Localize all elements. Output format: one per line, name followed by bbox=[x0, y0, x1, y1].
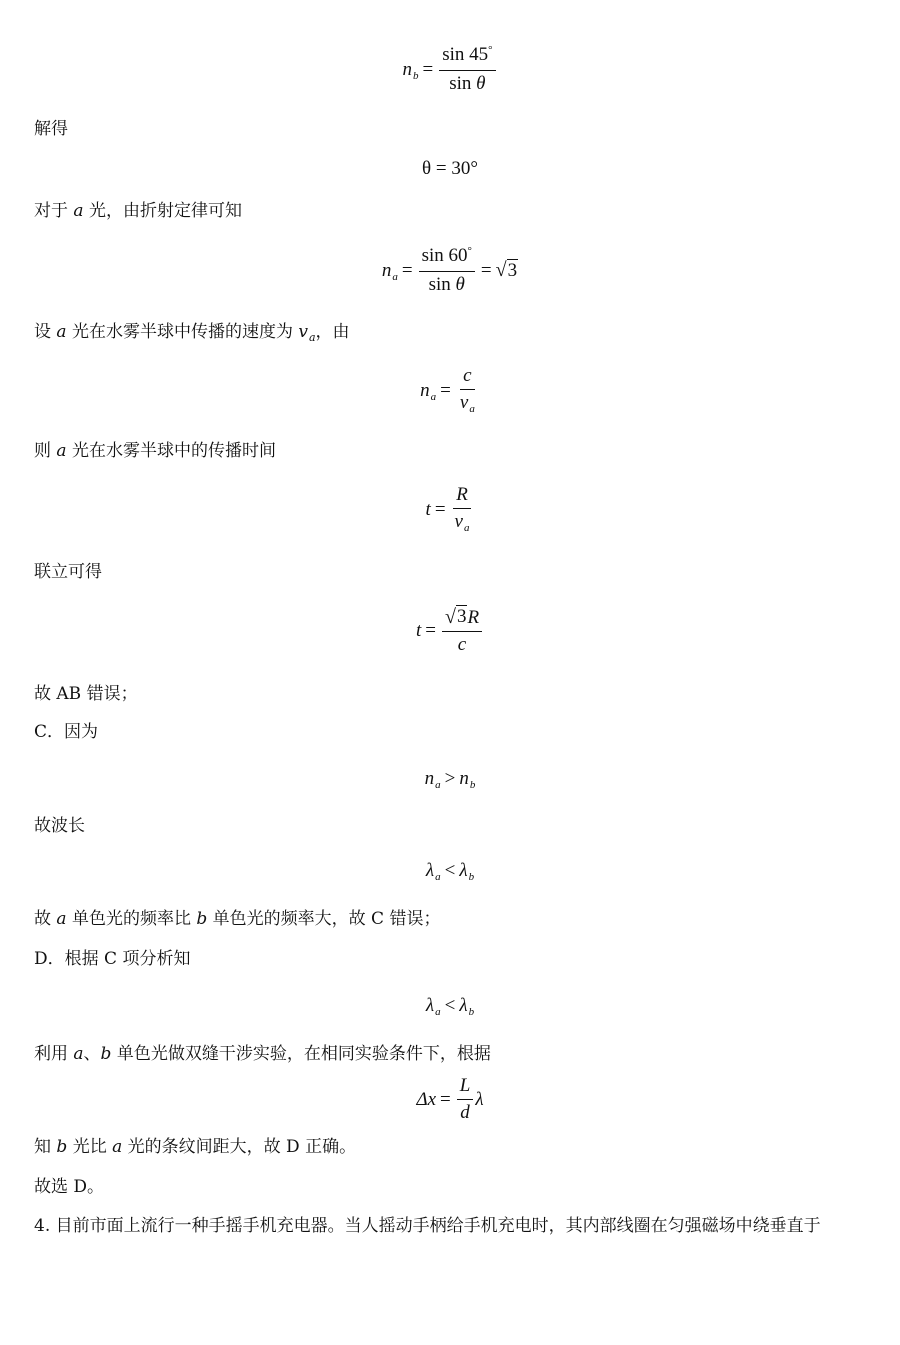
equation-theta bbox=[0, 158, 900, 180]
text-fringe-spacing: 知 b 光比 a 光的条纹间距大，故 D 正确。 bbox=[34, 1137, 357, 1157]
fraction: $\frac{\sin 45^\circ}{\text{sin θ}}$ bbox=[439, 44, 495, 95]
equation-na: n a = $\frac{\sin 60^\circ}{\text{sin θ}}$ = √ 3 bbox=[381, 245, 518, 295]
equation-na-c-va: n a = $\frac{c}{v_a}$ bbox=[0, 365, 900, 416]
equation-na-gt-nb: n a > n b bbox=[424, 768, 476, 791]
text-select-d: 故选 D。 bbox=[34, 1177, 105, 1197]
question-4: 4. 目前市面上流行一种手摇手机充电器。当人摇动手柄给手机充电时，其内部线圈在匀强磁场中绕垂直于 bbox=[34, 1216, 821, 1236]
text-jiede: 解得 bbox=[34, 119, 68, 139]
text-frequency: 故 a 单色光的频率比 b 单色光的频率大，故 C 错误； bbox=[34, 909, 441, 929]
equation-lambda-compare-2: λ a < λ b bbox=[425, 995, 475, 1018]
fraction: $\frac{R}{v_a}$ bbox=[454, 484, 470, 534]
text-time: 则 a 光在水雾半球中的传播时间 bbox=[34, 441, 276, 461]
equation-t-r-va: t = $\frac{R}{v_a}$ bbox=[0, 484, 900, 535]
fraction: $\frac{L}{d}$ bbox=[457, 1075, 474, 1124]
numerator: sin 45 bbox=[442, 44, 489, 65]
fraction: $\frac{\sin 60^\circ}{\text{sin θ}}$ bbox=[419, 245, 475, 296]
text-c-because: C．因为 bbox=[34, 722, 99, 742]
sqrt-symbol: √ 3 bbox=[495, 259, 518, 281]
text-speed: 设 a 光在水雾半球中传播的速度为 $v_a$，由 bbox=[34, 322, 350, 344]
theta-symbol: θ bbox=[476, 73, 486, 94]
text-lianli: 联立可得 bbox=[34, 562, 102, 582]
equation-t-final: t = √ 3 R c bbox=[0, 605, 900, 656]
fraction: $\frac{c}{v_a}$ bbox=[459, 365, 475, 415]
equation-delta-x: Δx = $\frac{L}{d}$ λ bbox=[416, 1075, 484, 1123]
subscript: b bbox=[412, 69, 419, 82]
theta-value: θ = 30° bbox=[422, 158, 478, 179]
denominator: sin bbox=[449, 73, 472, 94]
symbol-n: n bbox=[402, 58, 412, 80]
text-ab-wrong: 故 AB 错误； bbox=[34, 684, 138, 704]
equation-lambda-compare: λ a < λ b bbox=[425, 860, 475, 883]
text-bochang: 故波长 bbox=[34, 816, 85, 836]
text-d-basis: D．根据 C 项分析知 bbox=[34, 949, 191, 969]
equation-nb-snell: n b = $\frac{\sin 45^\circ}{\text{sin θ}}$ bbox=[0, 44, 900, 95]
text-a-light-refraction: 对于 a 光，由折射定律可知 bbox=[34, 201, 242, 221]
fraction: √ 3 R c bbox=[442, 605, 482, 656]
text-double-slit: 利用 a、b 单色光做双缝干涉实验，在相同实验条件下，根据 bbox=[34, 1044, 491, 1064]
